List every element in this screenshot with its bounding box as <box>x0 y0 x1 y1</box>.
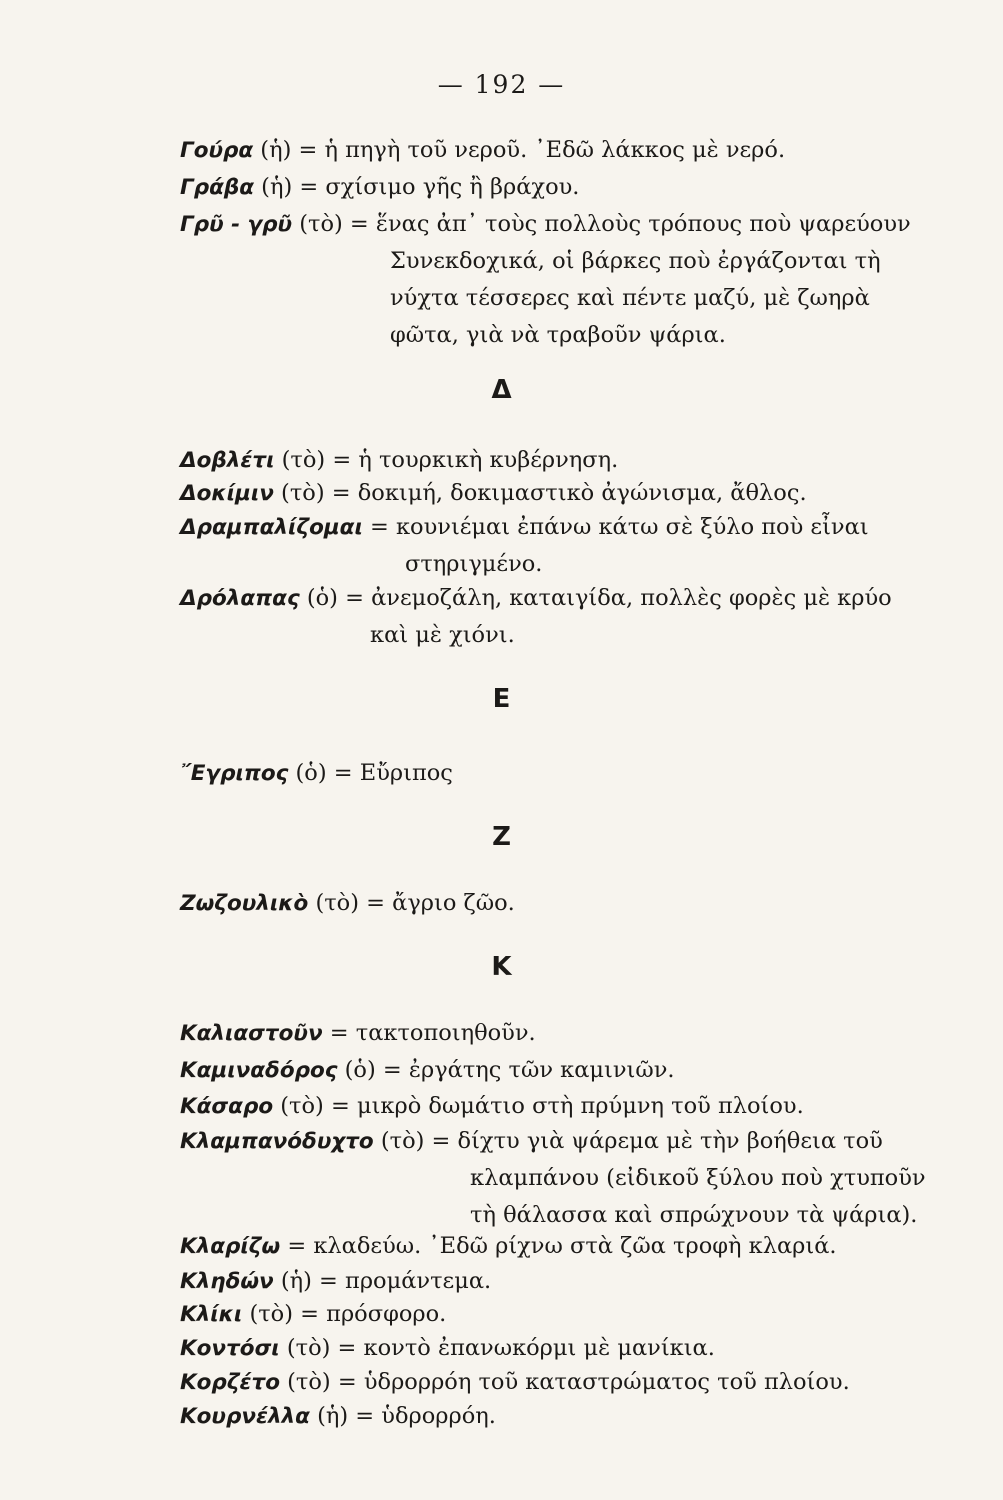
definition: (τὸ) = ἕνας ἀπ᾿ τοὺς πολλοὺς τρόπους ποὺ ψαρεύουν <box>292 211 911 237</box>
entry-klarizo <box>180 1228 970 1265</box>
definition: (ἡ) = ἡ πηγὴ τοῦ νεροῦ. ᾿Εδῶ λάκκος μὲ νερό. <box>253 137 786 163</box>
entry-kaminadoros <box>180 1052 970 1089</box>
headword: Κορζέτο <box>180 1370 280 1395</box>
definition: (τὸ) = ἄγριο ζῶο. <box>308 890 515 916</box>
definition: = τακτοποιηθοῦν. <box>322 1020 536 1046</box>
section-letter-delta: Δ <box>491 375 512 405</box>
definition: (ὁ) = ἐργάτης τῶν καμινιῶν. <box>337 1057 675 1083</box>
definition-continued: τὴ θάλασσα καὶ σπρώχνουν τὰ ψάρια). <box>470 1202 918 1228</box>
definition: (τὸ) = κοντὸ ἐπανωκόρμι μὲ μανίκια. <box>279 1335 715 1361</box>
definition: (ἡ) = σχίσιμο γῆς ἢ βράχου. <box>254 174 580 200</box>
definition-continued: Συνεκδοχικά, οἱ βάρκες ποὺ ἐργάζονται τὴ <box>390 248 881 274</box>
headword: ῎Εγριπος <box>180 761 289 786</box>
definition: (τὸ) = ὑδρορρόη τοῦ καταστρώματος τοῦ πλοίου. <box>279 1369 850 1395</box>
entry-kasaro <box>180 1088 970 1125</box>
headword: Γράβα <box>180 175 255 200</box>
entry-drampalizomai <box>180 509 970 583</box>
headword: Καμιναδόρος <box>180 1058 338 1083</box>
entry-grava <box>180 169 970 206</box>
definition: = κουνιέμαι ἐπάνω κάτω σὲ ξύλο ποὺ εἶναι <box>362 514 869 540</box>
entry-egripos <box>180 755 970 792</box>
entry-drolapas <box>180 580 970 654</box>
entry-klampanodyxto <box>180 1123 970 1234</box>
definition: (ἡ) = ὑδρορρόη. <box>309 1403 496 1429</box>
definition: (ὁ) = Εὔριπος <box>288 760 453 786</box>
definition-continued: νύχτα τέσσερες καὶ πέντε μαζύ, μὲ ζωηρὰ <box>390 285 870 311</box>
definition: (ἡ) = προμάντεμα. <box>273 1268 492 1294</box>
entry-kledon <box>180 1263 970 1300</box>
definition: (τὸ) = ἡ τουρκικὴ κυβέρνηση. <box>274 447 619 473</box>
entry-kaliastoun <box>180 1015 970 1052</box>
headword: Κλίκι <box>180 1302 243 1327</box>
entry-korzeto <box>180 1364 970 1401</box>
headword: Γρῦ - γρῦ <box>180 212 293 237</box>
page-number: — 192 — <box>437 70 566 99</box>
definition-continued: φῶτα, γιὰ νὰ τραβοῦν ψάρια. <box>390 322 726 348</box>
definition-continued: καὶ μὲ χιόνι. <box>370 622 515 648</box>
entry-kournella <box>180 1398 970 1435</box>
section-letter-zeta: Ζ <box>492 822 511 852</box>
entry-kliki <box>180 1296 970 1333</box>
headword: Κληδών <box>180 1269 274 1294</box>
headword: Κουρνέλλα <box>180 1404 310 1429</box>
section-letter-epsilon: Ε <box>492 684 511 714</box>
headword: Ζωζουλικὸ <box>180 891 309 916</box>
entry-zozouliko <box>180 885 970 922</box>
headword: Δοβλέτι <box>180 448 275 473</box>
entry-kontosi <box>180 1330 970 1367</box>
definition: (τὸ) = μικρὸ δωμάτιο στὴ πρύμνη τοῦ πλοίου. <box>273 1093 804 1119</box>
headword: Δραμπαλίζομαι <box>180 515 363 540</box>
entry-gry-gry <box>180 206 970 354</box>
entry-dovleti <box>180 442 970 479</box>
definition: (ὁ) = ἀνεμοζάλη, καταιγίδα, πολλὲς φορὲς μὲ κρύο <box>299 585 892 611</box>
headword: Κλαρίζω <box>180 1234 281 1259</box>
entry-goura <box>180 132 970 169</box>
definition-continued: στηριγμένο. <box>405 551 543 577</box>
headword: Δρόλαπας <box>180 586 300 611</box>
headword: Γούρα <box>180 138 254 163</box>
definition: (τὸ) = πρόσφορο. <box>242 1301 447 1327</box>
headword: Κλαμπανόδυχτο <box>180 1129 374 1154</box>
headword: Δοκίμιν <box>180 481 274 506</box>
definition: (τὸ) = δίχτυ γιὰ ψάρεμα μὲ τὴν βοήθεια τοῦ <box>373 1128 883 1154</box>
definition: (τὸ) = δοκιμή, δοκιμαστικὸ ἀγώνισμα, ἄθλος. <box>273 480 807 506</box>
definition-continued: κλαμπάνου (εἰδικοῦ ξύλου ποὺ χτυποῦν <box>470 1165 926 1191</box>
entry-dokimin <box>180 475 970 512</box>
headword: Κάσαρο <box>180 1094 274 1119</box>
definition: = κλαδεύω. ᾿Εδῶ ρίχνω στὰ ζῶα τροφὴ κλαριά. <box>280 1233 837 1259</box>
headword: Καλιαστοῦν <box>180 1021 323 1046</box>
section-letter-kappa: Κ <box>491 952 512 982</box>
headword: Κοντόσι <box>180 1336 280 1361</box>
